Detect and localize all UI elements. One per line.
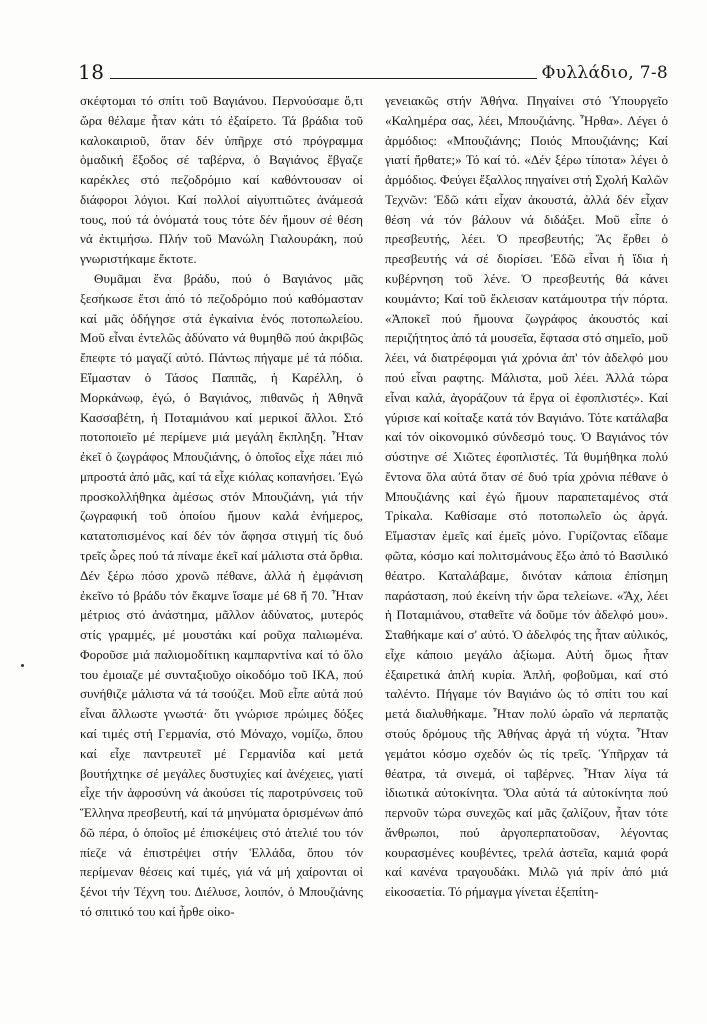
paragraph: σκέφτομαι τό σπίτι τοῦ Βαγιάνου. Περνούσαμε ὅ,τι ὥρα θέλαμε ἦταν κάτι τό ἐξαίρετο. Τά βράδια τοῦ καλοκαιριοῦ, ὅταν δέν ὑπῆρχε στό πρόγραμμα ὁμαδική ἔξοδος σέ ταβέρνα, ὁ Βαγιάνος ἔβγαζε καρέκλες στό πεζοδρόμιο καί καθόντουσαν οἱ διάφοροι λόγιοι. Καί πολλοί αἰγυπτιῶτες ἀνάμεσά τους, πού τά ὀνόματά τους τότε δέν ἤμουν σέ θέση νά ἐκτιμήσω. Πλήν τοῦ Μανώλη Γιαλουράκη, πού γνωριστήκαμε ἔκτοτε. — [80, 93, 363, 267]
paragraph: Θυμᾶμαι ἕνα βράδυ, πού ὁ Βαγιάνος μᾶς ξεσήκωσε ἔτσι ἀπό τό πεζοδρόμιο πού καθόμασταν καί μᾶς ὁδήγησε στά ἐγκαίνια ἑνός ποτοπωλείου. Μοῦ εἶναι ἐντελῶς ἀδύνατο νά θυμηθῶ πού ἀκριβῶς ἔπεφτε τό μαγαζί αὐτό. Πάντως πήγαμε μέ τά πόδια. Εἴμασταν ὁ Τάσος Παππᾶς, ἡ Καρέλλη, ὁ Μορκάνωφ, ἐγώ, ὁ Βαγιάνος, πιθανῶς ἡ Ἀθηνᾶ Κασσαβέτη, ἡ Ποταμιάνου καί μερικοί ἄλλοι. Στό ποτοποιεῖο μέ περίμενε μιά μεγάλη ἔκπληξη. Ἦταν ἐκεῖ ὁ ζωγράφος Μπουζιάνης, ὁ ὁποῖος εἶχε πάει πιό μπροστά ἀπό μᾶς, καί τά εἶχε κιόλας κοπανήσει. Ἐγώ προσκολλήθηκα ἀμέσως στόν Μπουζιάνη, γιά τήν ζωγραφική τοῦ ὁποίου ἤμουν καλά ἐνήμερος, κατατοπισμένος καί δέν τόν ἄφησα στιγμή τίς δυό τρεῖς ὧρες πού τά πίναμε ἐκεῖ καί μάλιστα στά ὄρθια. Δέν ξέρω πόσο χρονῶ πέθανε, ἀλλά ἡ ἐμφάνιση ἐκεῖνο τό βράδυ τόν ἔκαμνε ἴσαμε μέ 68 ἤ 70. Ἦταν μέτριος στό ἀνάστημα, μᾶλλον ἀδύνατος, μυτερός στίς γραμμές, μέ μουστάκι καί ροῦχα παλιωμένα. Φοροῦσε μιά παλιομοδίτικη καμπαρντίνα καί τό ὅλο του ἐμοιαζε μέ συνταξιοῦχο οἰκοδόμο τοῦ ΙΚΑ, πού συνήθιζε μάλιστα νά τά τσούζει. Μοῦ εἶπε αὐτά πού εἶναι ἄλλωστε γνωστά· ὅτι γνώρισε πρώιμες δόξες καί τιμές στή Γερμανία, στό Μόναχο, νομίζω, ὅπου καί εἶχε παντρευτεῖ μέ Γερμανίδα καί μετά βουτήχτηκε σέ μεγάλες δυστυχίες καί ἀνέχειες, γιατί εἶχε τήν ἀφροσύνη νά ἀκούσει τίς παροτρύνσεις τοῦ Ἕλληνα πρεσβευτή, καί τά μηνύματα ὁρισμένων ἀπό δῶ πέρα, ὁ ὁποῖος μέ ἐπισκέψεις στό ἀτελιέ του τόν πίεζε νά ἐπιστρέψει στήν Ἑλλάδα, ὅπου τόν περίμεναν θέσεις καί τιμές, γιά νά μή χαίρονται οἱ ξένοι τήν Τέχνη του. Διέλυσε, λοιπόν, ὁ Μπουζιάνης τό σπιτικό του καί ἦρθε οἰκο- — [80, 271, 363, 920]
header-rule — [110, 78, 537, 79]
left-column — [80, 91, 363, 922]
page-number: 18 — [78, 60, 105, 84]
scan-speck — [21, 664, 24, 667]
paragraph: γενειακῶς στήν Ἀθήνα. Πηγαίνει στό Ὑπουργεῖο «Καλημέρα σας, λέει, Μπουζιάνης. Ἦρθα». Λέγει ὁ ἁρμόδιος: «Μπουζιάνης; Ποιός Μπουζιάνης; Καί γιατί ἤρθατε;» Τό καί τό. «Δέν ξέρω τίποτα» λέγει ὁ ἁρμόδιος. Φεύγει ἔξαλλος πηγαίνει στή Σχολή Καλῶν Τεχνῶν: Ἐδῶ κάτι εἶχαν ἀκουστά, ἀλλά δέν εἶχαν θέση νά τόν βάλουν νά διδάξει. Μοῦ εἶπε ὁ πρεσβευτής, λέει. Ὁ πρεσβευτής; Ἄς ἔρθει ὁ πρεσβευτής νά σέ διορίσει. Ἐδῶ εἶναι ἡ ἴδια ἡ κυβέρνηση τοῦ λένε. Ὁ πρεσβευτής θά κάνει κουμάντο; Καί τοῦ ἔκλεισαν κατάμουτρα τήν πόρτα. «Ἀποκεῖ πού ἤμουνα ζωγράφος ἀκουστός καί περιζήτητος ἀπό τά μουσεῖα, ἔφτασα στό σημεῖο, μοῦ λέει, νά διατρέφομαι γιά χρόνια ἀπ' τόν ἀδελφό μου πού εἶναι ραφτης. Μάλιστα, μοῦ λέει. Ἀλλά τώρα εἶναι καλά, ἀγοράζουν τά ἔργα οἱ ἐφοπλιστές». Καί γύρισε καί κοίταξε κατά τόν Βαγιάνο. Τότε κατάλαβα καί τόν οἰκονομικό σύνδεσμό τους. Ὁ Βαγιάνος τόν σύστηνε σέ Χιῶτες ἐφοπλιστές. Τά θυμήθηκα πολύ ἔντονα ὅλα αὐτά ὅταν σέ δυό τρία χρόνια πέθανε ὁ Μπουζιάνης καί ἐγώ ἤμουν παραπεταμένος στά Τρίκαλα. Καθίσαμε στό ποτοπωλεῖο ὡς ἀργά. Εἴμασταν ἐμεῖς καί ἐμεῖς μόνο. Γυρίζοντας εἴδαμε φῶτα, κόσμο καί πολιτσμάνους ἔξω ἀπό τό Βασιλικό θέατρο. Καταλάβαμε, δινόταν κάποια ἐπίσημη παράσταση, πού ἐκείνη τήν ὥρα τελείωνε. «Ἄχ, λέει ἡ Ποταμιάνου, σταθεῖτε νά δοῦμε τόν ἀδελφό μου». Σταθήκαμε καί σ' αὐτό. Ὁ ἀδελφός της ἦταν αὐλικός, εἶχε κάποιο μεγάλο ἀξίωμα. Αὐτή ὅμως ἦταν ἐξαιρετικά ἁπλή κυρία. Ἁπλή, φοβοῦμαι, καί στό ταλέντο. Πήγαμε τόν Βαγιάνο ὡς τό σπίτι του καί μετά διαλυθήκαμε. Ἦταν πολύ ὡραῖο νά περπατᾷς στούς δρόμους τῆς Ἀθήνας ἀργά τή νύχτα. Ἦταν γεμάτοι κόσμο σχεδόν ὡς τίς τρεῖς. Ὑπῆρχαν τά θέατρα, τά σινεμά, οἱ ταβέρνες. Ἦταν λίγα τά ἰδιωτικά αὐτοκίνητα. Ὅλα αὐτά τά αὐτοκίνητα πού περνοῦν τώρα συνεχῶς καί μᾶς ζαλίζουν, ἦταν τότε ἄνθρωποι, πού ἀργοπερπατοῦσαν, λέγοντας κουρασμένες κουβέντες, τρελά ἀστεῖα, καμιά φορά καί κανένα τραγουδάκι. Μιλῶ γιά πρίν ἀπό μιά εἰκοσαετία. Τό ρήμαγμα γίνεται ἐξεπίτη- — [385, 93, 668, 900]
page-header — [78, 58, 668, 82]
right-column — [385, 91, 668, 902]
running-title: Φυλλάδιο, 7-8 — [541, 63, 668, 83]
